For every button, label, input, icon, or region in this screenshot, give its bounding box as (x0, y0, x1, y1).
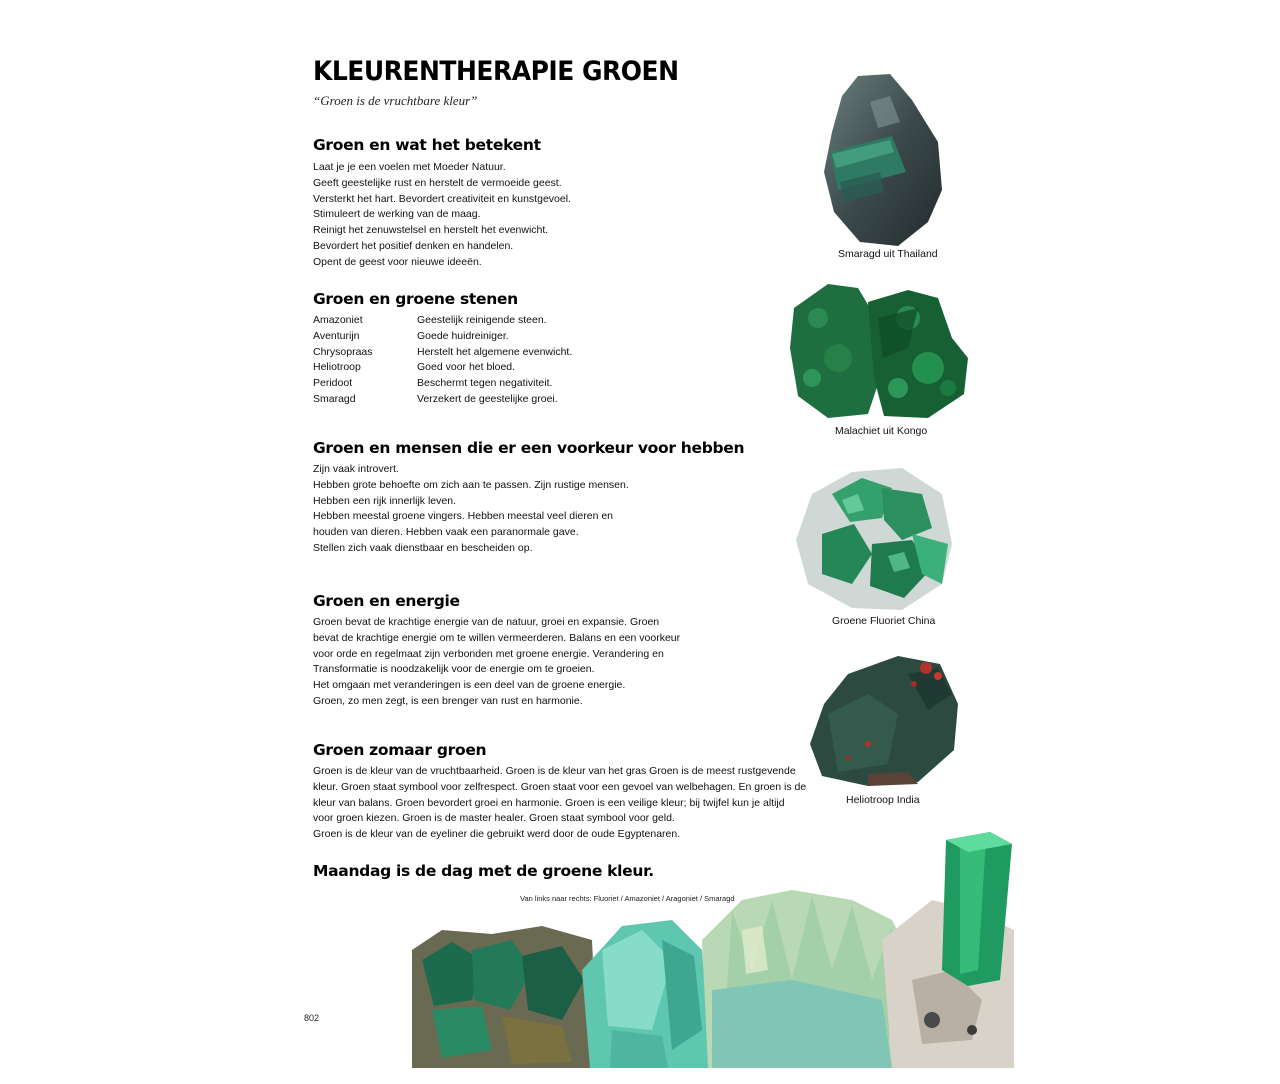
people-line: Hebben meestal groene vingers. Hebben meestal veel dieren en (313, 510, 614, 523)
energy-line: bevat de krachtige energie om te willen vermeerderen. Balans en een voorkeur (313, 631, 681, 644)
meaning-line: Versterkt het hart. Bevordert creativiteit en kunstgevoel. (313, 192, 571, 205)
section-heading-people: Groen en mensen die er een voorkeur voor hebben (313, 439, 745, 457)
table-row (313, 376, 572, 392)
meaning-line: Bevordert het positief denken en handelen. (313, 239, 514, 252)
energy-line: Groen, zo men zegt, is een brenger van rust en harmonie. (313, 694, 583, 707)
meaning-line: Geeft geestelijke rust en herstelt de vermoeide geest. (313, 176, 562, 189)
plain-line: voor groen kiezen. Groen is de master healer. Groen staat symbool voor geld. (313, 812, 675, 825)
stone-description: Herstelt het algemene evenwicht. (417, 345, 573, 358)
energy-line: Groen bevat de krachtige energie van de natuur, groei en expansie. Groen (313, 616, 660, 628)
meaning-line: Stimuleert de werking van de maag. (313, 208, 481, 221)
bloodstone-icon (808, 654, 960, 790)
plain-line: Groen is de kleur van de vruchtbaarheid. Groen is de kleur van het gras Groen is de meest rustgevende (313, 765, 796, 777)
plain-line: kleur. Groen staat symbool voor zelfrespect. Groen staat voor een gevoel van welbehagen. En groen is de (313, 780, 807, 793)
strip-caption: Van links naar rechts: Fluoriet / Amazoniet / Aragoniet / Smaragd (520, 894, 735, 903)
stone-name: Peridoot (313, 377, 353, 390)
image-caption-china: Groene Fluoriet China (832, 615, 936, 627)
stone-name: Amazoniet (313, 314, 363, 326)
section-heading-meaning: Groen en wat het betekent (313, 136, 541, 154)
mineral-strip-icon (412, 830, 1014, 1068)
stone-description: Goed voor het bloed. (417, 361, 516, 374)
section-heading-plain: Groen zomaar groen (313, 741, 487, 759)
energy-line: Het omgaan met veranderingen is een deel van de groene energie. (313, 679, 626, 692)
stone-name: Smaragd (313, 392, 356, 405)
meaning-list (313, 160, 571, 271)
image-caption-kongo: Malachiet uit Kongo (835, 425, 928, 437)
section-heading-energy: Groen en energie (313, 592, 460, 610)
stones-table (313, 313, 572, 408)
people-line: Hebben grote behoefte om zich aan te passen. Zijn rustige mensen. (313, 478, 629, 491)
energy-list (313, 615, 680, 710)
section-heading-stones: Groen en groene stenen (313, 290, 518, 308)
people-line: Stellen zich vaak dienstbaar en bescheiden op. (313, 541, 533, 554)
stone-description: Beschermt tegen negativiteit. (417, 377, 553, 390)
malachite-icon (788, 278, 973, 423)
table-row (313, 313, 572, 329)
energy-line: Transformatie is noodzakelijk voor de energie om te groeien. (313, 663, 595, 676)
image-caption-india: Heliotroop India (846, 794, 920, 806)
table-row (313, 392, 572, 408)
stone-name: Chrysopraas (313, 345, 373, 358)
energy-line: voor orde en regelmaat zijn verbonden met groene energie. Verandering en (313, 647, 664, 660)
plain-line: kleur van balans. Groen bevordert groei en harmonie. Groen is een veilige kleur; bij twijfel kun je altijd (313, 796, 785, 809)
stone-description: Verzekert de geestelijke groei. (417, 392, 558, 405)
meaning-line: Opent de geest voor nieuwe ideeën. (313, 255, 482, 268)
meaning-line: Laat je je een voelen met Moeder Natuur. (313, 161, 506, 173)
stone-description: Geestelijk reinigende steen. (417, 314, 547, 326)
people-line: houden van dieren. Hebben vaak een paranormale gave. (313, 526, 579, 539)
people-line: Zijn vaak introvert. (313, 463, 399, 475)
page-title: KLEURENTHERAPIE GROEN (313, 55, 679, 87)
stone-name: Heliotroop (313, 361, 361, 374)
table-row (313, 329, 572, 345)
page-number: 802 (304, 1013, 320, 1023)
meaning-line: Reinigt het zenuwstelsel en herstelt het evenwicht. (313, 224, 549, 237)
table-row (313, 360, 572, 376)
emerald-rock-icon (820, 72, 945, 250)
people-line: Hebben een rijk innerlijk leven. (313, 494, 456, 507)
table-row (313, 345, 572, 361)
section-heading-monday: Maandag is de dag met de groene kleur. (313, 862, 654, 880)
plain-line: Groen is de kleur van de eyeliner die gebruikt werd door de oude Egyptenaren. (313, 828, 681, 841)
page-subtitle: “Groen is de vruchtbare kleur” (313, 93, 478, 108)
stone-name: Aventurijn (313, 329, 360, 342)
fluorite-icon (792, 464, 957, 614)
image-caption-thailand: Smaragd uit Thailand (838, 248, 938, 260)
people-list (313, 462, 629, 557)
stone-description: Goede huidreiniger. (417, 329, 509, 342)
